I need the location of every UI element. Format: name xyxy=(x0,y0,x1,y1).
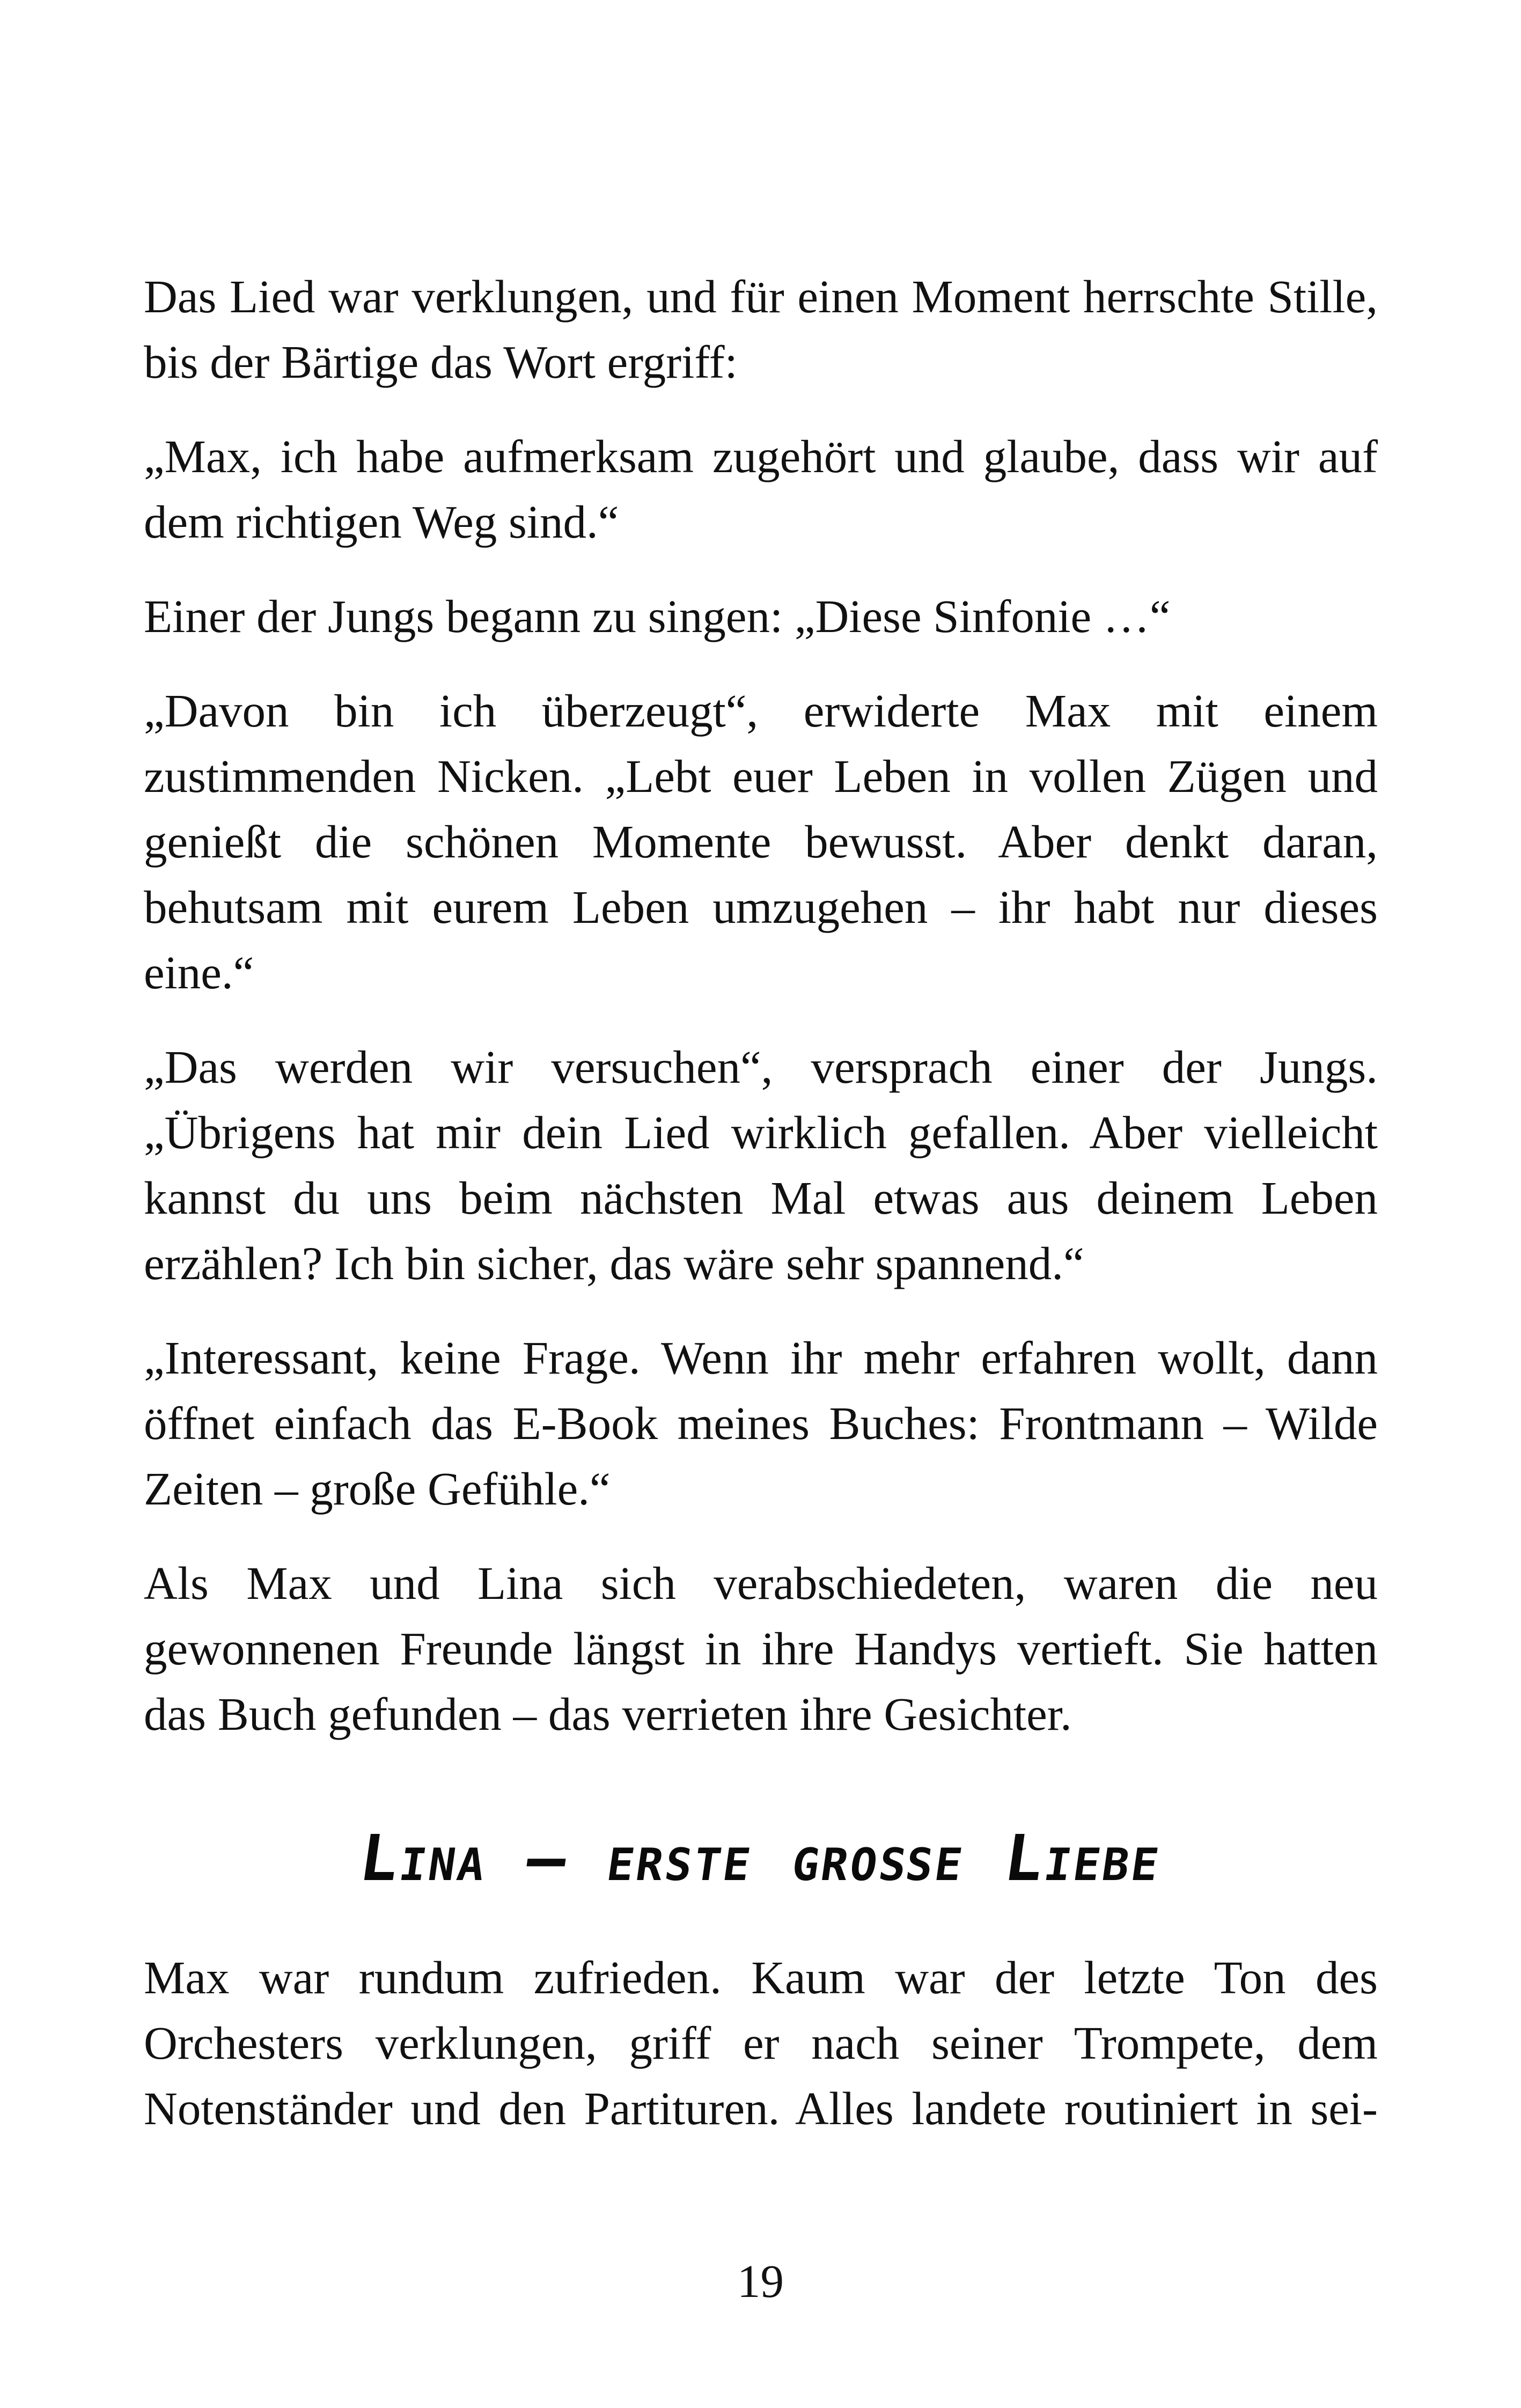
paragraph-1: Das Lied war verklungen, und für einen Moment herrschte Stille, bis der Bärtige das Wort ergriff: xyxy=(144,270,1378,388)
chapter-first-paragraph: Max war rundum zufrieden. Kaum war der letzte Ton des Orchesters verklungen, griff er nach seiner Trompete, dem Notenständer und den Partituren. Alles landete routiniert in sei- xyxy=(144,1951,1378,2134)
paragraph-7: Als Max und Lina sich verabschiedeten, waren die neu gewonnenen Freunde längst in ihre Handys vertieft. Sie hatten das Buch gefunden – das verrieten ihre Gesichter. xyxy=(144,1557,1378,1740)
page-number: 19 xyxy=(737,2255,784,2307)
paragraph-5: „Das werden wir versuchen“, versprach einer der Jungs. „Übrigens hat mir dein Lied wirklich gefallen. Aber vielleicht kannst du uns beim nächsten Mal etwas aus deinem Leben erzählen? Ich bin sicher, das wäre sehr spannend.“ xyxy=(144,1041,1378,1289)
chapter-body xyxy=(144,1945,1378,2141)
paragraph-6: „Interessant, keine Frage. Wenn ihr mehr erfahren wollt, dann öffnet einfach das E-Book meines Buches: Frontmann – Wilde Zeiten – große Gefühle.“ xyxy=(144,1332,1378,1515)
paragraph-4: „Davon bin ich überzeugt“, erwiderte Max mit einem zustimmenden Nicken. „Lebt euer Leben in vollen Zügen und genießt die schönen Momente bewusst. Aber denkt daran, behutsam mit eurem Leben umzugehen – ihr habt nur dieses eine.“ xyxy=(144,685,1378,999)
paragraph-3: Einer der Jungs begann zu singen: „Diese Sinfonie …“ xyxy=(144,590,1171,642)
paragraph-2: „Max, ich habe aufmerksam zugehört und glaube, dass wir auf dem richtigen Weg sind.“ xyxy=(144,430,1378,548)
chapter-title: Lina – erste große Liebe xyxy=(355,1821,1167,1895)
main-text xyxy=(144,264,1378,1747)
